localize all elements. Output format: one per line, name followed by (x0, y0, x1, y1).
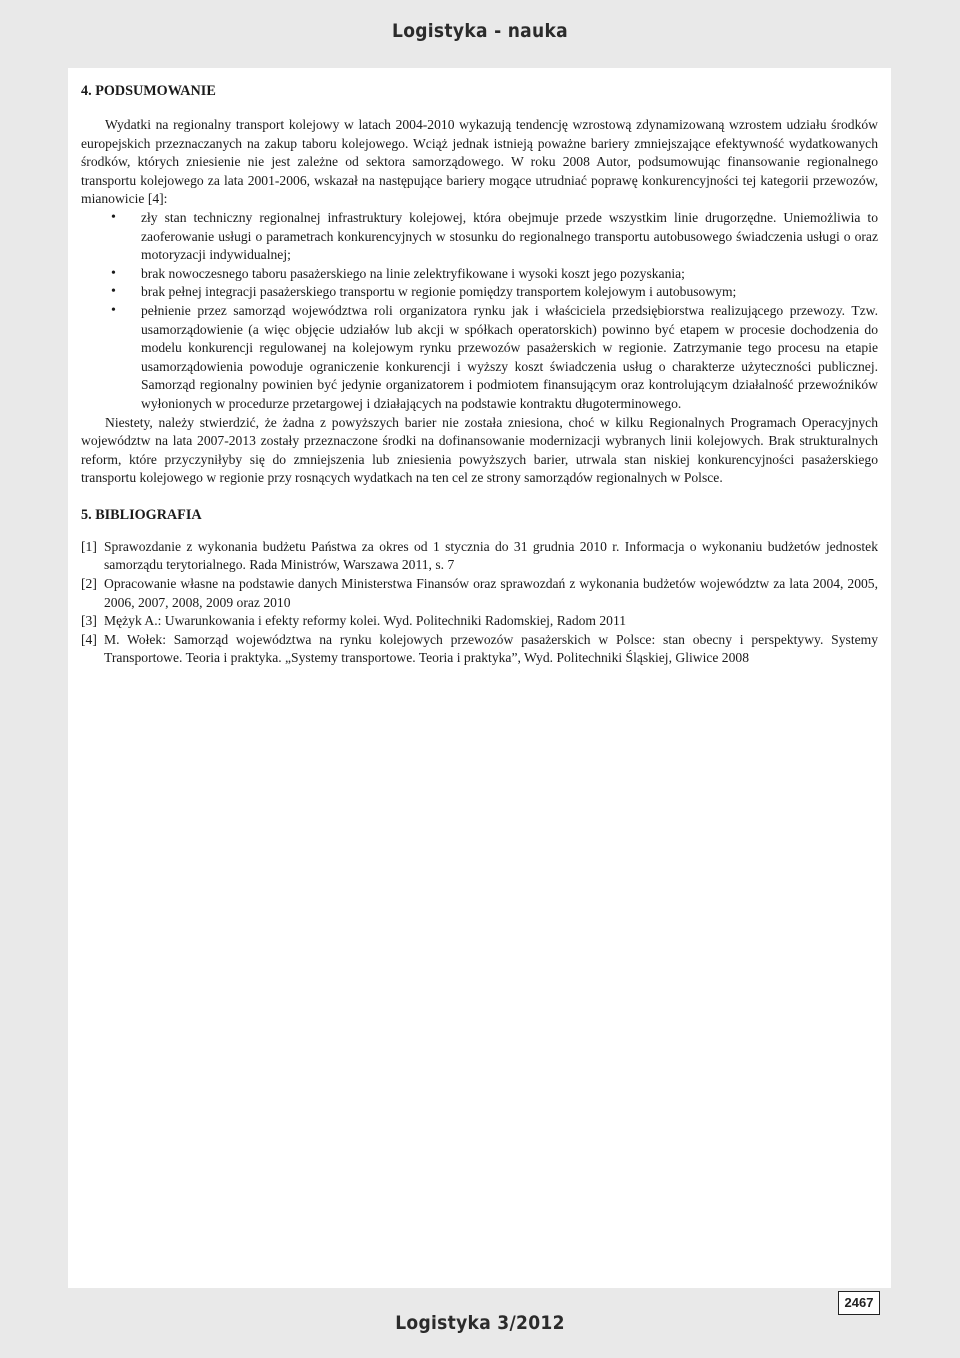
summary-intro-paragraph: Wydatki na regionalny transport kolejowy w latach 2004-2010 wykazują tendencję wzrostową zdynamizowaną wzrostem udziału środków europejskich przeznaczanych na zakup taboru kolejowego. Wciąż jednak istnieją poważne bariery zmniejszające efektywność wydatkowanych środków, których zniesienie nie jest zależne od sektora samorządowego. W roku 2008 Autor, podsumowując finansowanie regionalnego transportu kolejowego za lata 2001-2006, wskazał na następujące bariery mogące utrudniać poprawę konkurencyjności tej kategorii przewozów, mianowicie [4]: (81, 117, 878, 207)
list-item-text: brak pełnej integracji pasażerskiego transportu w regionie pomiędzy transportem kolejowym i autobusowym; (141, 284, 737, 300)
reference-item (81, 631, 878, 668)
list-item-text: zły stan techniczny regionalnej infrastruktury kolejowej, która obejmuje przede wszystkim linie drugorzędne. Uniemożliwia to zaoferowanie usługi o parametrach konkurencyjnych w stosunku do regionalnego transportu autobusowego świadczenia usługi o oraz motoryzacji indywidualnej; (141, 209, 878, 263)
bullet-icon: • (111, 302, 116, 318)
barriers-list (81, 209, 878, 414)
section-heading-summary: 4. PODSUMOWANIE (81, 83, 216, 99)
page-number: 2467 (838, 1291, 880, 1315)
reference-text: Sprawozdanie z wykonania budżetu Państwa za okres od 1 stycznia do 31 grudnia 2010 r. Informacja o wykonaniu budżetów jednostek samorządu terytorialnego. Rada Ministrów, Warszawa 2011, s. 7 (104, 538, 878, 573)
list-item (81, 302, 878, 414)
page-body (68, 68, 891, 1288)
reference-number: [3] (81, 613, 97, 629)
reference-number: [1] (81, 538, 97, 554)
bullet-icon: • (111, 265, 116, 281)
article-content (81, 82, 878, 668)
summary-conclusion-paragraph: Niestety, należy stwierdzić, że żadna z powyższych barier nie została zniesiona, choć w kilku Regionalnych Programach Operacyjnych województw na lata 2007-2013 zostały przeznaczone środki na dofinansowanie modernizacji wybranych linii kolejowych. Brak strukturalnych reform, które przyczyniłyby się do zmniejszenia lub zniesienia powyższych barier, utrwala stan niskiej konkurencyjności pasażerskiego transportu kolejowego w regionie przy rosnących wydatkach na ten cel ze strony samorządów regionalnych w Polsce. (81, 414, 878, 486)
reference-item (81, 575, 878, 612)
bibliography-list (81, 538, 878, 668)
list-item (81, 283, 878, 302)
reference-text: Opracowanie własne na podstawie danych Ministerstwa Finansów oraz sprawozdań z wykonania budżetów województw za lata 2004, 2005, 2006, 2007, 2008, 2009 oraz 2010 (104, 576, 878, 610)
list-item (81, 209, 878, 265)
list-item-text: brak nowoczesnego taboru pasażerskiego na linie zelektryfikowane i wysoki koszt jego pozyskania; (141, 265, 685, 281)
section-heading-bibliography: 5. BIBLIOGRAFIA (81, 506, 202, 523)
list-item-text: pełnienie przez samorząd województwa roli organizatora rynku jak i właściciela przedsiębiorstwa realizującego przewozy. Tzw. usamorządowienie (a więc objęcie udziałów lub akcji w spółkach operatorskich) powinno być etapem w procesie dochodzenia do modelu konkurencji regulowanej na kolejowym rynku przewozów pasażerskich w regionie. Zatrzymanie tego procesu na etapie usamorządowienia powoduje ograniczenie konkurencji i wyższy koszt świadczenia usług o charakterze użyteczności publicznej. Samorząd regionalny powinien być jedynie organizatorem i podmiotem finansującym oraz kontrolującym działalność przewoźników wyłonionych w procedurze przetargowej i działających na podstawie kontraktu długoterminowego. (141, 302, 878, 411)
bullet-icon: • (111, 209, 116, 225)
reference-item (81, 538, 878, 575)
reference-item (81, 612, 878, 631)
reference-number: [4] (81, 631, 97, 647)
running-header: Logistyka - nauka (392, 20, 568, 42)
running-footer: Logistyka 3/2012 (395, 1312, 565, 1334)
bullet-icon: • (111, 284, 116, 300)
reference-number: [2] (81, 576, 97, 592)
reference-text: Mężyk A.: Uwarunkowania i efekty reformy kolei. Wyd. Politechniki Radomskiej, Radom 2011 (104, 613, 627, 629)
reference-text: M. Wołek: Samorząd województwa na rynku kolejowych przewozów pasażerskich w Polsce: stan obecny i perspektywy. Systemy Transportowe. Teoria i praktyka. „Systemy transportowe. Teoria i praktyka”, Wyd. Politechniki Śląskiej, Gliwice 2008 (104, 631, 878, 666)
list-item (81, 265, 878, 284)
